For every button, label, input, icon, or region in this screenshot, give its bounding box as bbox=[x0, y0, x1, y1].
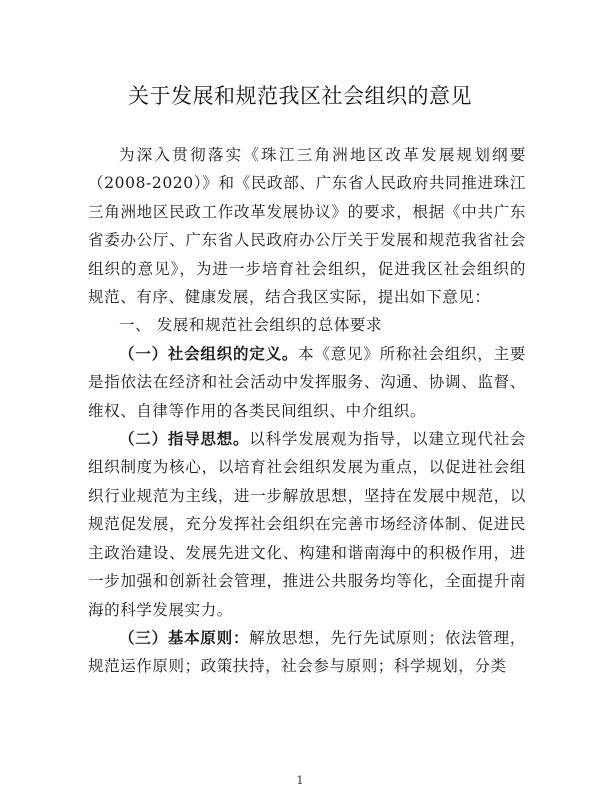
section-heading: 一、 发展和规范社会组织的总体要求 bbox=[119, 316, 383, 335]
item-label: （三）基本原则： bbox=[119, 628, 250, 647]
item-text: 解放思想，先行先试原则；依法管理，规范运作原则；政策扶持，社会参与原则；科学规划，分类 bbox=[88, 628, 526, 676]
item-paragraph-definition bbox=[88, 340, 526, 425]
item-text: 以科学发展观为指导，以建立现代社会组织制度为核心，以培育社会组织发展为重点，以促进社会组织行业规范为主线，进一步解放思想，坚持在发展中规范，以规范促发展，充分发挥社会组织在完善市场经济体制、促进民主政治建设、发展先进文化、构建和谐南海中的积极作用，进一步加强和创新社会管理，推进公共服务均等化，全面提升南海的科学发展实力。 bbox=[88, 430, 526, 619]
item-text: 本《意见》所称社会组织，主要是指依法在经济和社会活动中发挥服务、沟通、协调、监督、维权、自律等作用的各类民间组织、中介组织。 bbox=[88, 344, 526, 420]
intro-paragraph: 为深入贯彻落实《珠江三角洲地区改革发展规划纲要（2008-2020）》和《民政部、广东省人民政府共同推进珠江三角洲地区民政工作改革发展协议》的要求，根据《中共广东省委办公厅、广东省人民政府办公厅关于发展和规范我省社会组织的意见》，为进一步培育社会组织，促进我区社会组织的规范、有序、健康发展，结合我区实际，提出如下意见： bbox=[88, 146, 526, 307]
document-body bbox=[88, 141, 526, 681]
document-title: 关于发展和规范我区社会组织的意见 bbox=[128, 84, 472, 108]
item-paragraph-guiding-thought bbox=[88, 425, 526, 624]
page-number: 1 bbox=[296, 774, 304, 787]
item-paragraph-principles bbox=[88, 624, 526, 681]
item-label: （二）指导思想。 bbox=[119, 430, 250, 449]
item-label: （一）社会组织的定义。 bbox=[119, 344, 299, 363]
